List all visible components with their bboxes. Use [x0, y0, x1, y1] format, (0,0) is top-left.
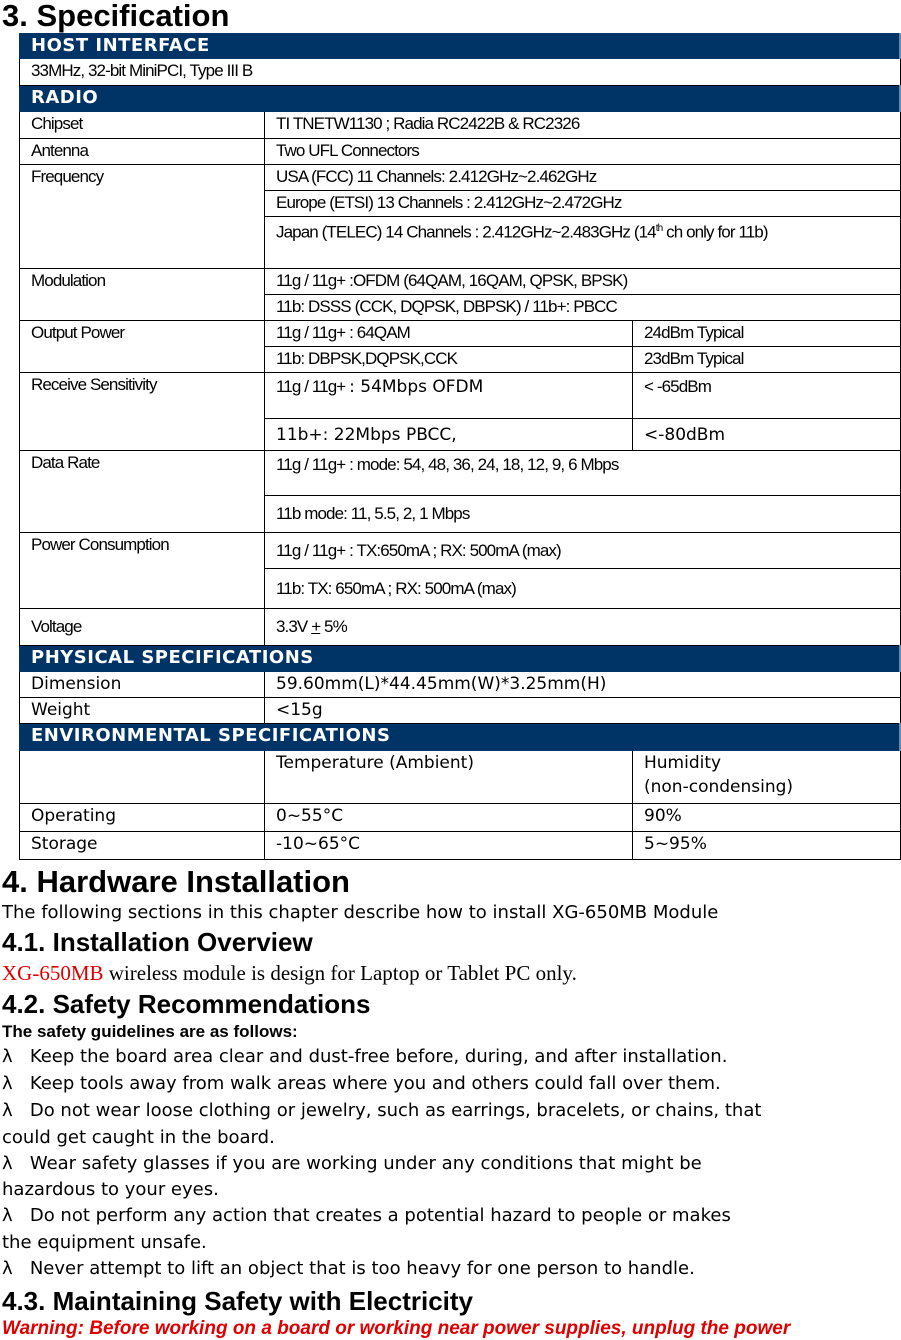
power-consumption-label: Power Consumption: [20, 533, 265, 609]
bullet-continuation: the equipment unsafe.: [2, 1232, 207, 1253]
plus-minus: +: [311, 617, 321, 636]
operating-label: Operating: [20, 804, 265, 832]
output-power-label: Output Power: [20, 321, 265, 373]
section-header-host-interface: HOST INTERFACE: [20, 34, 901, 59]
operating-temp: 0~55°C: [265, 804, 633, 832]
temperature-header: Temperature (Ambient): [265, 751, 633, 804]
bullet-item: [2, 1260, 695, 1278]
bullet-text: Keep the board area clear and dust-free before, during, and after installation.: [29, 1046, 728, 1067]
weight-value: <15g: [265, 698, 901, 724]
bullet-item: [2, 1207, 731, 1225]
rx-11g-prefix: 11g / 11g+: [276, 377, 350, 396]
bullet-icon: λ: [2, 1073, 13, 1094]
dimension-value: 59.60mm(L)*44.45mm(W)*3.25mm(H): [265, 672, 901, 698]
weight-label: Weight: [20, 698, 265, 724]
bullet-item: [2, 1075, 721, 1093]
section-4-title: 4. Hardware Installation: [2, 864, 350, 899]
bullet-item: [2, 1048, 727, 1066]
bullet-text: Never attempt to lift an object that is too heavy for one person to handle.: [29, 1258, 695, 1279]
data-rate-11g: 11g / 11g+ : mode: 54, 48, 36, 24, 18, 12, 9, 6 Mbps: [265, 451, 901, 496]
superscript: th: [655, 223, 663, 234]
overview-text: wireless module is design for Laptop or Tablet PC only.: [103, 961, 577, 985]
bullet-icon: λ: [2, 1205, 13, 1226]
electricity-warning: Warning: Before working on a board or working near power supplies, unplug the power: [2, 1318, 791, 1339]
bullet-text: Do not perform any action that creates a potential hazard to people or makes: [29, 1205, 731, 1226]
bullet-icon: λ: [2, 1100, 13, 1121]
bullet-continuation: hazardous to your eyes.: [2, 1179, 219, 1200]
modulation-11g: 11g / 11g+ :OFDM (64QAM, 16QAM, QPSK, BPSK): [265, 269, 901, 295]
frequency-label: Frequency: [20, 165, 265, 269]
section-header-environmental: ENVIRONMENTAL SPECIFICATIONS: [20, 724, 901, 751]
humidity-subtitle: (non-condensing): [644, 777, 794, 797]
section-header-radio: RADIO: [20, 86, 901, 112]
rx-11g-value: [633, 373, 901, 419]
storage-temp: -10~65°C: [265, 832, 633, 860]
bullet-item: [2, 1155, 702, 1173]
voltage-tolerance: 5%: [320, 617, 347, 636]
voltage-value: [265, 609, 901, 646]
bullet-icon: λ: [2, 1153, 13, 1174]
data-rate-11b: 11b mode: 11, 5.5, 2, 1 Mbps: [265, 496, 901, 533]
rx-11g: [265, 373, 633, 419]
bullet-item: [2, 1102, 761, 1120]
bullet-text: Keep tools away from walk areas where you and others could fall over them.: [29, 1073, 721, 1094]
section-4-1-title: 4.1. Installation Overview: [2, 927, 313, 957]
storage-label: Storage: [20, 832, 265, 860]
section-4-3-title: 4.3. Maintaining Safety with Electricity: [2, 1286, 474, 1316]
frequency-japan-text: Japan (TELEC) 14 Channels : 2.412GHz~2.483GHz (14: [276, 222, 656, 242]
bullet-continuation: could get caught in the board.: [2, 1127, 275, 1148]
frequency-europe: Europe (ETSI) 13 Channels : 2.412GHz~2.472GHz: [265, 191, 901, 217]
frequency-usa: USA (FCC) 11 Channels: 2.412GHz~2.462GHz: [265, 165, 901, 191]
antenna-value: Two UFL Connectors: [265, 139, 901, 165]
chipset-value: TI TNETW1130 ; Radia RC2422B & RC2326: [265, 112, 901, 139]
section-4-intro: The following sections in this chapter describe how to install XG-650MB Module: [2, 902, 719, 923]
modulation-11b: 11b: DSSS (CCK, DQPSK, DBPSK) / 11b+: PBCC: [265, 295, 901, 321]
data-rate-label: Data Rate: [20, 451, 265, 533]
chipset-label: Chipset: [20, 112, 265, 139]
voltage-number: 3.3V: [276, 617, 312, 636]
section-4-2-title: 4.2. Safety Recommendations: [2, 989, 371, 1019]
voltage-label: Voltage: [20, 609, 265, 646]
bullet-icon: λ: [2, 1258, 13, 1279]
receive-sensitivity-label: Receive Sensitivity: [20, 373, 265, 451]
safety-lead: The safety guidelines are as follows:: [2, 1022, 298, 1041]
power-11g: 11g / 11g+ : TX:650mA ; RX: 500mA (max): [265, 533, 901, 569]
section-4-1-text: [2, 961, 577, 986]
bullet-icon: λ: [2, 1046, 13, 1067]
humidity-title: Humidity: [644, 753, 722, 773]
modulation-label: Modulation: [20, 269, 265, 321]
output-11b: 11b: DBPSK,DQPSK,CCK: [265, 347, 633, 373]
rx-lt: <: [644, 377, 657, 396]
operating-humidity: 90%: [633, 804, 901, 832]
antenna-label: Antenna: [20, 139, 265, 165]
section-header-physical: PHYSICAL SPECIFICATIONS: [20, 646, 901, 672]
dimension-label: Dimension: [20, 672, 265, 698]
empty-cell: [20, 751, 265, 804]
rx-11b: 11b+: 22Mbps PBCC,: [265, 419, 633, 451]
humidity-header: [633, 751, 901, 804]
frequency-japan: [265, 217, 901, 269]
output-11g-value: 24dBm Typical: [633, 321, 901, 347]
storage-humidity: 5~95%: [633, 832, 901, 860]
host-interface-value: 33MHz, 32-bit MiniPCI, Type III B: [20, 59, 901, 86]
output-11b-value: 23dBm Typical: [633, 347, 901, 373]
specification-table: [19, 33, 901, 860]
power-11b: 11b: TX: 650mA ; RX: 500mA (max): [265, 569, 901, 609]
section-3-title: 3. Specification: [2, 0, 230, 33]
rx-11b-value: <-80dBm: [633, 419, 901, 451]
bullet-text: Wear safety glasses if you are working under any conditions that might be: [29, 1153, 702, 1174]
rx-11g-rate: : 54Mbps OFDM: [349, 377, 484, 397]
bullet-text: Do not wear loose clothing or jewelry, such as earrings, bracelets, or chains, that: [29, 1100, 762, 1121]
output-11g: 11g / 11g+ : 64QAM: [265, 321, 633, 347]
model-name: XG-650MB: [2, 961, 104, 985]
rx-11g-dbm: -65dBm: [656, 377, 711, 396]
frequency-japan-text-end: ch only for 11b): [662, 222, 768, 242]
